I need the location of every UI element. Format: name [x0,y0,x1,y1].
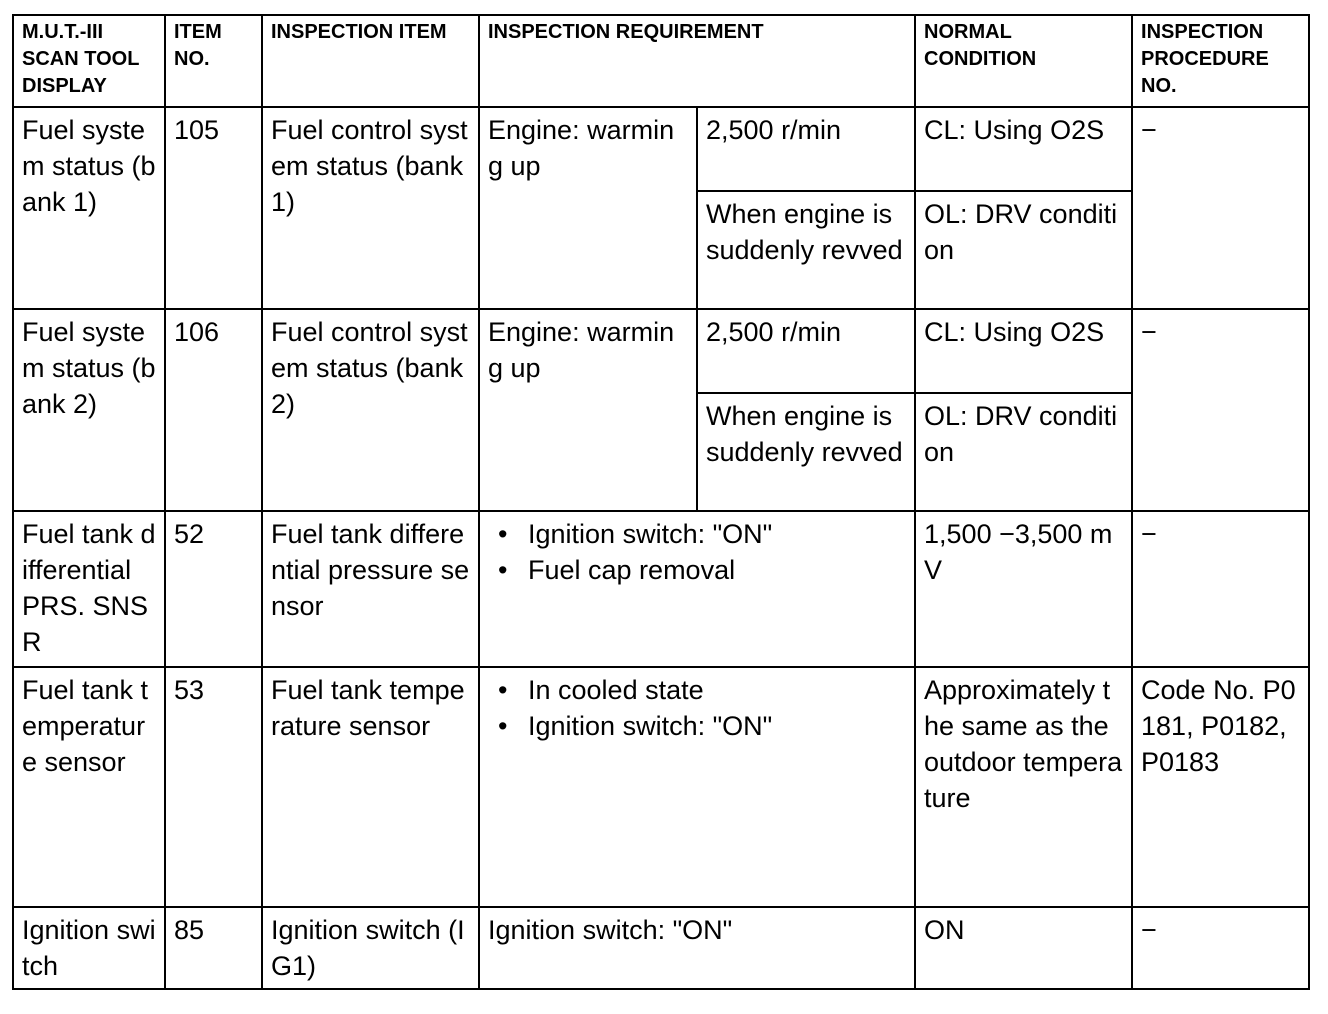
procedure-cell: − [1132,907,1309,989]
requirement-cell [479,667,915,907]
header-display: M.U.T.-III SCAN TOOL DISPLAY [13,15,165,107]
procedure-cell: − [1132,107,1309,309]
inspection-table [12,14,1310,990]
header-inspection-requirement: INSPECTION REQUIREMENT [479,15,915,107]
header-item-no: ITEM NO. [165,15,262,107]
condition-cell: 2,500 r/min [697,107,915,191]
requirement-bullet: • Ignition switch: "ON" [488,516,906,552]
normal-cell: CL: Using O2S [915,107,1132,191]
normal-cell: OL: DRV condition [915,393,1132,511]
normal-cell: OL: DRV condition [915,191,1132,309]
requirement-bullet: • Ignition switch: "ON" [488,708,906,744]
requirement-bullet: • In cooled state [488,672,906,708]
header-procedure-no: INSPECTION PROCEDURE NO. [1132,15,1309,107]
requirement-bullet: • Fuel cap removal [488,552,906,588]
requirement-list [488,672,906,744]
table-row [13,107,1309,191]
normal-cell: ON [915,907,1132,989]
table-row [13,667,1309,907]
inspection-item-cell: Ignition switch (IG1) [262,907,479,989]
display-cell: Fuel tank differential PRS. SNSR [13,511,165,667]
item-no-cell: 85 [165,907,262,989]
procedure-cell: − [1132,511,1309,667]
inspection-item-cell: Fuel tank differential pressure sensor [262,511,479,667]
display-cell: Fuel tank temperature sensor [13,667,165,907]
normal-cell: CL: Using O2S [915,309,1132,393]
header-inspection-item: INSPECTION ITEM [262,15,479,107]
table-row [13,907,1309,989]
requirement-cell: Engine: warming up [479,107,697,309]
requirement-cell: Ignition switch: "ON" [479,907,915,989]
display-cell: Fuel system status (bank 2) [13,309,165,511]
normal-cell: 1,500 −3,500 mV [915,511,1132,667]
inspection-item-cell: Fuel control system status (bank 2) [262,309,479,511]
inspection-item-cell: Fuel control system status (bank 1) [262,107,479,309]
condition-cell: When engine is suddenly revved [697,393,915,511]
header-normal-condition: NORMAL CONDITION [915,15,1132,107]
item-no-cell: 53 [165,667,262,907]
header-row [13,15,1309,107]
requirement-list [488,516,906,588]
item-no-cell: 105 [165,107,262,309]
requirement-cell: Engine: warming up [479,309,697,511]
condition-cell: 2,500 r/min [697,309,915,393]
procedure-cell: − [1132,309,1309,511]
inspection-item-cell: Fuel tank temperature sensor [262,667,479,907]
table-row [13,309,1309,393]
display-cell: Ignition switch [13,907,165,989]
normal-cell: Approximately the same as the outdoor temperature [915,667,1132,907]
item-no-cell: 106 [165,309,262,511]
procedure-cell: Code No. P0181, P0182, P0183 [1132,667,1309,907]
item-no-cell: 52 [165,511,262,667]
table-row [13,511,1309,667]
condition-cell: When engine is suddenly revved [697,191,915,309]
display-cell: Fuel system status (bank 1) [13,107,165,309]
requirement-cell [479,511,915,667]
